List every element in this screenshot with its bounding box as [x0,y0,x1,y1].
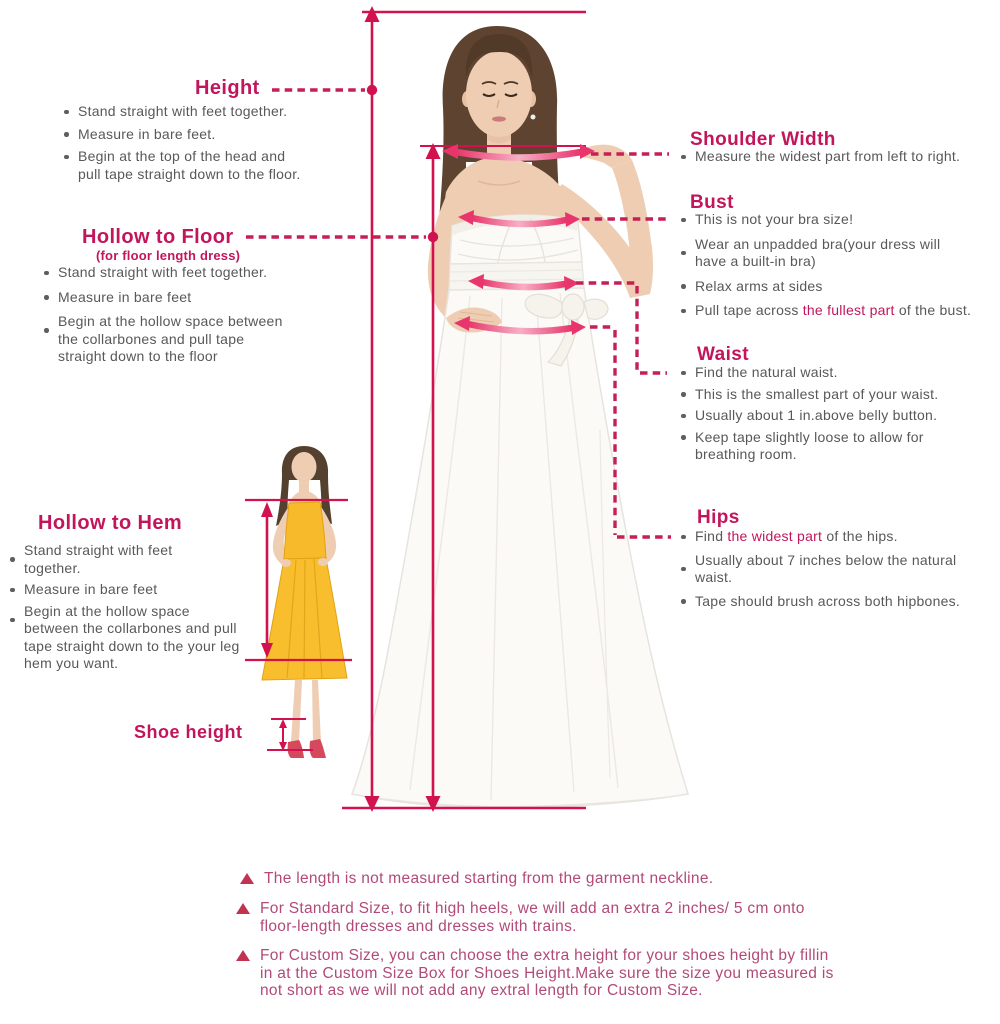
yellow-dress-bodice [284,502,326,559]
hollow-to-floor-bullets [42,264,332,373]
list-item: Begin at the top of the head and pull tape straight down to the floor. [62,148,342,183]
list-item: Relax arms at sides [679,278,994,296]
list-item: Stand straight with feet together. [42,264,332,282]
shoulder-width-bullets [679,148,994,166]
height-title: Height [195,77,260,99]
list-item: Measure the widest part from left to right. [679,148,994,166]
hollow-connector-dot [428,232,438,242]
list-item: Measure in bare feet [8,581,268,599]
list-item: Usually about 1 in.above belly button. [679,407,994,425]
list-item: Begin at the hollow space between the collarbones and pull tape straight down to the floor [42,313,332,366]
hollow-to-hem-title: Hollow to Hem [38,512,183,534]
list-item: Find the widest part of the hips. [679,528,994,546]
hips-bullets [679,528,994,616]
earring [531,115,536,120]
waist-bullets [679,364,994,468]
height-connector-dot [367,85,377,95]
hollow-to-hem-bullets [8,542,268,677]
height-bullets [62,103,342,188]
face [292,452,317,482]
list-item: Usually about 7 inches below the natural waist. [679,552,994,587]
list-item: Pull tape across the fullest part of the bust. [679,302,994,320]
face [466,51,532,137]
highlight-phrase: the widest part [727,528,823,544]
shoe-height-label: Shoe height [134,722,243,742]
warning-triangle-icon [236,950,250,961]
shoe [310,739,326,758]
list-item: Wear an unpadded bra(your dress will have a built-in bra) [679,236,994,271]
shoulder-width-title: Shoulder Width [690,129,836,150]
note-standard-size: For Standard Size, to fit high heels, we will add an extra 2 inches/ 5 cm onto floor-length dresses and dresses with trains. [236,900,805,935]
hollow-to-floor-title: Hollow to Floor [82,226,234,248]
bust-title: Bust [690,192,734,213]
small-model-figure [262,446,347,758]
list-item: Measure in bare feet. [62,126,342,144]
hollow-to-floor-subtitle: (for floor length dress) [96,248,241,263]
list-item: Begin at the hollow space between the collarbones and pull tape straight down to the your leg hem you want. [8,603,268,673]
bust-bullets [679,211,994,327]
hips-title: Hips [697,507,740,528]
list-item: Stand straight with feet together. [62,103,342,121]
warning-triangle-icon [240,873,254,884]
list-item: Find the natural waist. [679,364,994,382]
warning-triangle-icon [236,903,250,914]
list-item: Tape should brush across both hipbones. [679,593,994,611]
list-item: This is not your bra size! [679,211,994,229]
list-item: This is the smallest part of your waist. [679,386,994,404]
list-item: Stand straight with feet together. [8,542,268,577]
note-custom-size: For Custom Size, you can choose the extra height for your shoes height by fillin in at the Custom Size Box for Shoes Height.Make sure the size you measured is not short as we will not add any extral length for Custom Size. [236,947,834,1000]
waist-title: Waist [697,344,749,365]
note-neckline: The length is not measured starting from the garment neckline. [240,870,713,888]
list-item: Keep tape slightly loose to allow for breathing room. [679,429,994,464]
highlight-phrase: the fullest part [802,302,895,318]
main-model-figure [352,26,688,808]
list-item: Measure in bare feet [42,289,332,307]
dress-bow [562,294,584,320]
